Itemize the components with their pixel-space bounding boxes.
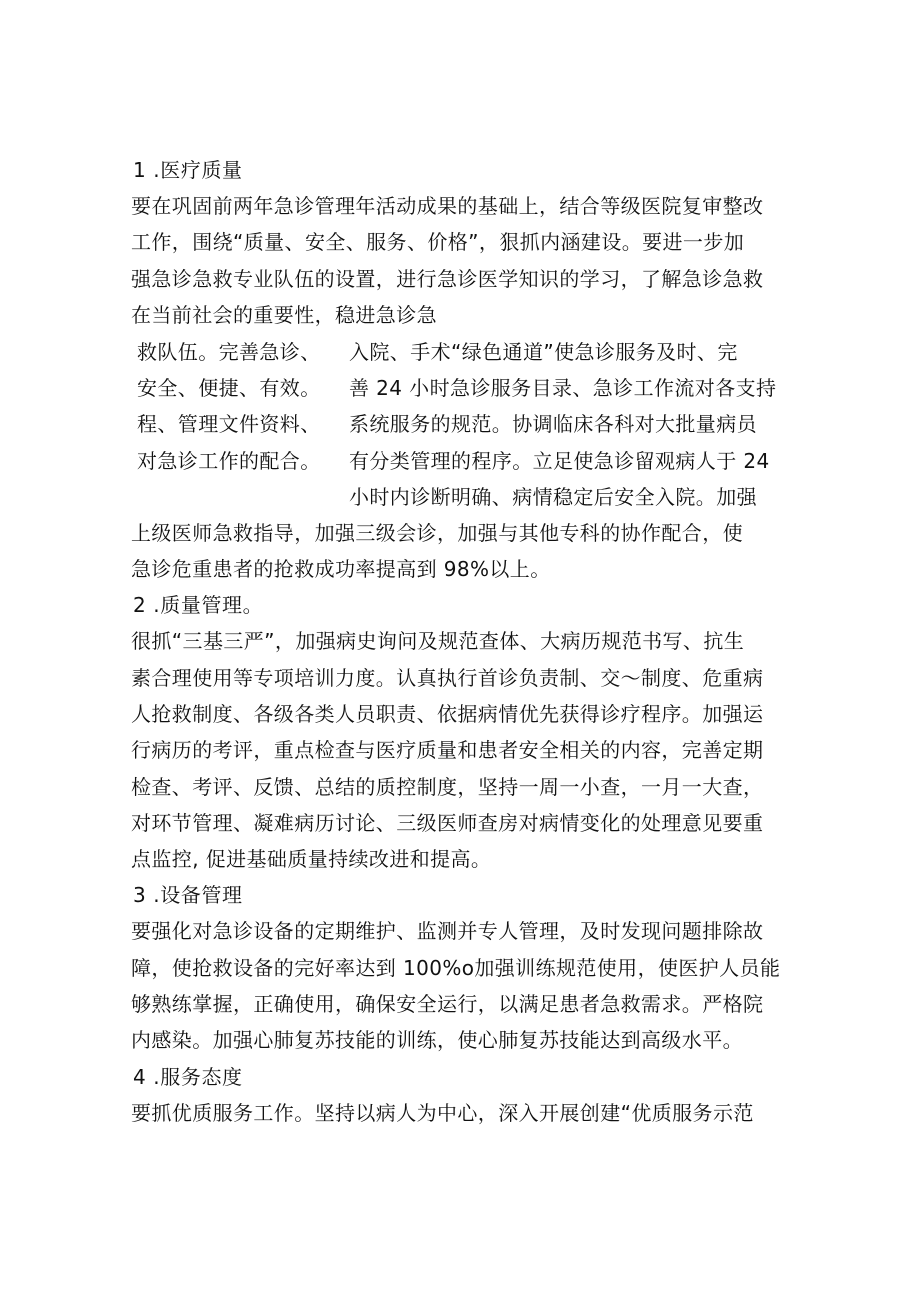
right-column-line: 小时内诊断明确、病情稳定后安全入院。加强 (349, 485, 757, 509)
right-column-line: 系统服务的规范。协调临床各科对大批量病员 (349, 412, 757, 436)
paragraph-line: 检查、考评、反馈、总结的质控制度，坚持一周一小查，一月一大查， (131, 775, 764, 799)
paragraph-line: 点监控, 促进基础质量持续改进和提高。 (131, 847, 492, 871)
left-column-line: 程、管理文件资料、 (137, 412, 321, 436)
paragraph-line: 在当前社会的重要性，稳进急诊急 (131, 303, 437, 327)
left-column-line: 救队伍。完善急诊、 (137, 340, 321, 364)
paragraph-line: 要抓优质服务工作。坚持以病人为中心，深入开展创建“优质服务示范 (131, 1101, 754, 1125)
paragraph-line: 内感染。加强心肺复苏技能的训练，使心肺复苏技能达到高级水平。 (131, 1028, 743, 1052)
paragraph-line: 强急诊急救专业队伍的设置，进行急诊医学知识的学习，了解急诊急救 (131, 267, 764, 291)
paragraph-line: 障，使抢救设备的完好率达到 100%o加强训练规范使用，使医护人员能 (131, 956, 781, 980)
section-2-heading: 2 .质量管理。 (133, 593, 264, 617)
paragraph-line: 对环节管理、凝难病历讨论、三级医师查房对病情变化的处理意见要重 (131, 811, 764, 835)
paragraph-line: 够熟练掌握，正确使用，确保安全运行，以满足患者急救需求。严格院 (131, 992, 764, 1016)
right-column-line: 善 24 小时急诊服务目录、急诊工作流对各支持 (349, 376, 777, 400)
paragraph-line: 人抢救制度、各级各类人员职责、依据病情优先获得诊疗程序。加强运 (131, 702, 764, 726)
paragraph-line: 要在巩固前两年急诊管理年活动成果的基础上，结合等级医院复审整改 (131, 194, 764, 218)
section-4-heading: 4 .服务态度 (133, 1065, 243, 1089)
section-1-heading: 1 .医疗质量 (133, 158, 243, 182)
right-column-line: 有分类管理的程序。立足使急诊留观病人于 24 (349, 449, 770, 473)
paragraph-line: 工作，围绕“质量、安全、服务、价格”，狠抓内涵建设。要进一步加 (131, 230, 745, 254)
paragraph-line: 急诊危重患者的抢救成功率提高到 98%以上。 (131, 557, 551, 581)
paragraph-line: 素合理使用等专项培训力度。认真执行首诊负责制、交～制度、危重病 (131, 666, 764, 690)
paragraph-line: 要强化对急诊设备的定期维护、监测并专人管理，及时发现问题排除故 (131, 919, 764, 943)
paragraph-line: 很抓“三基三严”，加强病史询问及规范查体、大病历规范书写、抗生 (131, 629, 745, 653)
right-column-line: 入院、手术“绿色通道”使急诊服务及时、完 (349, 340, 738, 364)
paragraph-line: 上级医师急救指导，加强三级会诊，加强与其他专科的协作配合，使 (131, 521, 743, 545)
paragraph-line: 行病历的考评，重点检查与医疗质量和患者安全相关的内容，完善定期 (131, 738, 764, 762)
left-column-line: 对急诊工作的配合。 (137, 449, 321, 473)
section-3-heading: 3 .设备管理 (133, 883, 243, 907)
left-column-line: 安全、便捷、有效。 (137, 376, 321, 400)
